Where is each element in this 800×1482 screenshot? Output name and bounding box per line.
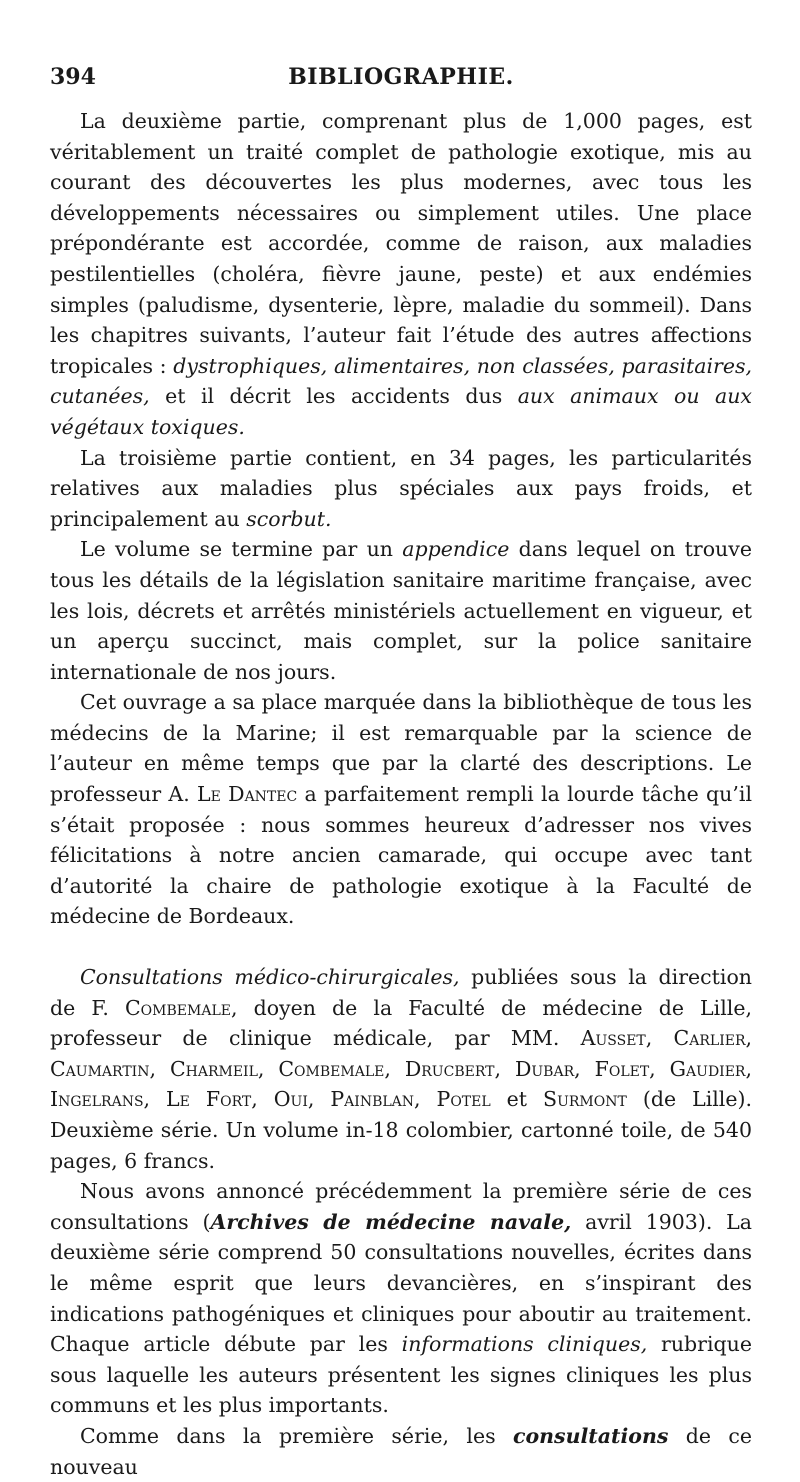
italic-text: dystrophiques, alimentaires, non classées, parasitaires, cutanées, bbox=[50, 353, 752, 409]
paragraph-appendix bbox=[50, 534, 752, 687]
paragraph-review-conclusion bbox=[50, 687, 752, 932]
running-header bbox=[50, 64, 752, 94]
paragraph-text: dans lequel on trouve tous les détails de la législation sanitaire maritime française, avec les lois, décrets et arrêtés ministériels actuellement en vigueur, et un aperçu succinct, mais complet, sur la police sanitaire internationale de nos jours. bbox=[50, 537, 752, 684]
paragraph-text: La troisième partie contient, en 34 pages, les particularités relatives aux maladies plus spéciales aux pays froids, et principalement au bbox=[50, 445, 752, 531]
paragraph-third-part bbox=[50, 443, 752, 535]
author-list: Ausset, Carlier, Caumartin, Charmeil, Combemale, Drucbert, Dubar, Folet, Gaudier, Ingelrans, Le Fort, Oui, Painblan, Potel bbox=[50, 1026, 752, 1112]
paragraph-continuation bbox=[50, 1421, 752, 1482]
body-text bbox=[50, 106, 752, 1482]
italic-text: scorbut. bbox=[246, 506, 332, 531]
paragraph-text: Nous avons annoncé précédemment la première série de ces consultations ( bbox=[50, 1179, 752, 1234]
paragraph-text: de ce nouveau bbox=[50, 1423, 752, 1479]
paragraph-text: Comme dans la première série, les bbox=[80, 1423, 513, 1448]
italic-text: informations cliniques, bbox=[401, 1332, 648, 1357]
author-name: Combemale bbox=[125, 995, 231, 1020]
page-number: 394 bbox=[50, 64, 96, 90]
italic-text: appendice bbox=[402, 537, 510, 562]
italic-text: Archives de médecine navale, bbox=[210, 1209, 572, 1234]
running-title: BIBLIOGRAPHIE. bbox=[288, 64, 514, 90]
paragraph-text: (de Lille). Deuxième série. Un volume in-18 colombier, cartonné toile, de 540 pages, 6 francs. bbox=[50, 1087, 753, 1173]
paragraph-second-series bbox=[50, 1176, 752, 1421]
paragraph-book-entry bbox=[50, 962, 752, 1176]
paragraph-text: publiées sous la direction de F. bbox=[50, 965, 752, 1020]
paragraph-pathology bbox=[50, 106, 752, 443]
paragraph-text: rubrique sous laquelle les auteurs présentent les signes cliniques les plus communs et les plus importants. bbox=[50, 1332, 752, 1418]
paragraph-text: Cet ouvrage a sa place marquée dans la bibliothèque de tous les médecins de la Marine; il est remarquable par la science de l’auteur en même temps que par la clarté des descriptions. Le professeur A. bbox=[50, 690, 752, 807]
paragraph-text: La deuxième partie, comprenant plus de 1,000 pages, est véritablement un traité complet de pathologie exotique, mis au courant des découvertes les plus modernes, avec tous les développements nécessaires ou simplement utiles. Une place prépondérante est accordée, comme de raison, aux maladies pestilentielles (choléra, fièvre jaune, peste) et aux endémies simples (paludisme, dysenterie, lèpre, maladie du sommeil). Dans les chapitres suivants, l’auteur fait l’étude des autres affections tropicales : bbox=[50, 109, 752, 378]
italic-text: consultations bbox=[513, 1423, 669, 1448]
paragraph-text: avril 1903). La deuxième série comprend 50 consultations nouvelles, écrites dans le même esprit que leurs devancières, en s’inspirant des indications pathogéniques et cliniques pour aboutir au traitement. Chaque article débute par les bbox=[50, 1209, 753, 1357]
paragraph-text: et bbox=[490, 1087, 544, 1112]
paragraph-text: et il décrit les accidents dus bbox=[149, 384, 518, 409]
paragraph-text: Le volume se termine par un bbox=[80, 537, 403, 562]
paragraph-text: a parfaitement rempli la lourde tâche qu’il s’était proposée : nous sommes heureux d’adresser nos vives félicitations à notre ancien camarade, qui occupe avec tant d’autorité la chaire de pathologie exotique à la Faculté de médecine de Bordeaux. bbox=[50, 782, 752, 929]
book-title: Consultations médico-chirurgicales, bbox=[80, 965, 460, 990]
italic-text: aux animaux ou aux végétaux toxiques. bbox=[50, 384, 752, 439]
author-name: Le Dantec bbox=[197, 782, 298, 807]
author-name: Surmont bbox=[543, 1087, 627, 1112]
paragraph-text: , doyen de la Faculté de médecine de Lille, professeur de clinique médicale, par MM. bbox=[50, 995, 752, 1051]
